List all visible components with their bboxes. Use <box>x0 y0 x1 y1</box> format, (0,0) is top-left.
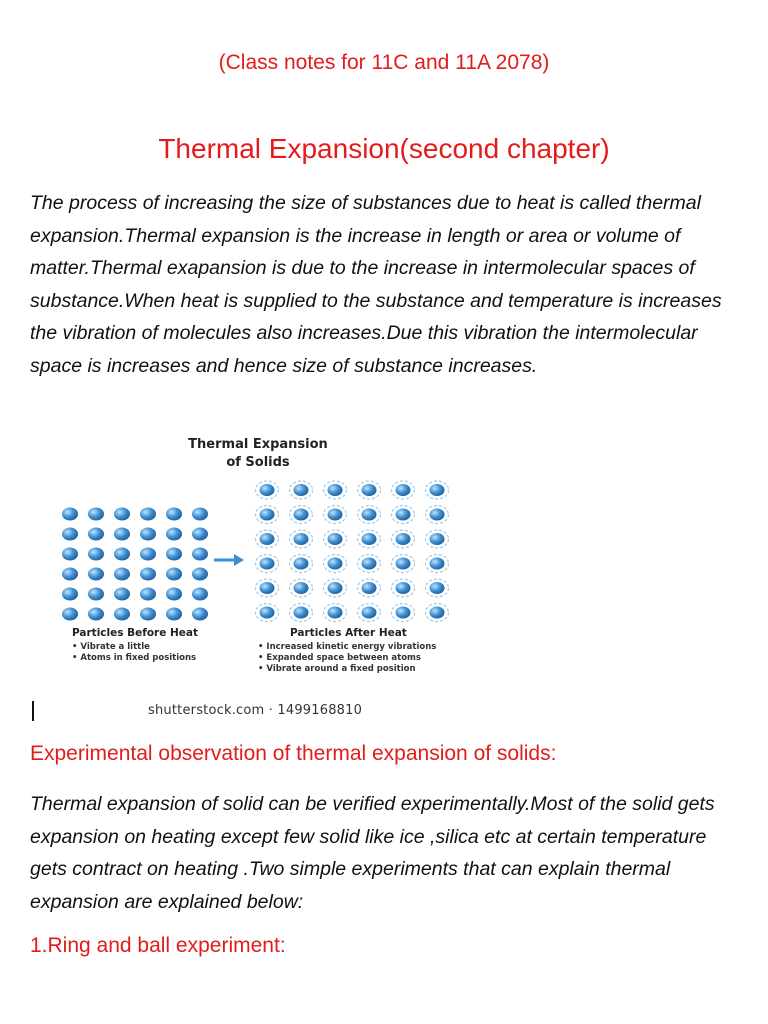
caption-after-heat: Particles After Heat <box>290 627 407 639</box>
particle <box>362 607 377 619</box>
particle <box>114 548 130 561</box>
particle <box>62 608 78 621</box>
bullet-item: • Increased kinetic energy vibrations <box>258 642 436 653</box>
particle <box>166 528 182 541</box>
particle <box>166 508 182 521</box>
figure-title <box>158 436 358 472</box>
particle <box>140 528 156 541</box>
particle <box>260 582 275 594</box>
particle <box>260 509 275 521</box>
bullet-item: • Expanded space between atoms <box>258 653 436 664</box>
particle <box>140 608 156 621</box>
text-cursor <box>32 701 34 721</box>
caption-before-heat: Particles Before Heat <box>72 627 199 639</box>
before-heat-bullets <box>72 642 196 664</box>
particle <box>260 607 275 619</box>
particle <box>140 508 156 521</box>
particle <box>430 484 445 496</box>
particle <box>88 508 104 521</box>
particle <box>328 607 343 619</box>
particle <box>192 528 208 541</box>
particle <box>362 582 377 594</box>
particle <box>328 533 343 545</box>
particle <box>114 528 130 541</box>
particle <box>328 558 343 570</box>
particle <box>430 558 445 570</box>
particle <box>88 608 104 621</box>
particle <box>260 533 275 545</box>
particles-diagram <box>40 428 520 728</box>
section-heading: Experimental observation of thermal expansion of solids: <box>30 742 557 765</box>
particle <box>140 588 156 601</box>
particle <box>166 548 182 561</box>
after-heat-particle-grid <box>256 481 449 622</box>
particle <box>396 484 411 496</box>
particle <box>396 607 411 619</box>
particle <box>362 533 377 545</box>
particle <box>114 568 130 581</box>
particle <box>192 608 208 621</box>
particle <box>396 582 411 594</box>
experiment-paragraph: Thermal expansion of solid can be verified experimentally.Most of the solid gets expansion on heating except few solid like ice ,silica etc at certain temperature gets contract on heating .Two simple experiments that can explain thermal expansion are explained below: <box>30 793 715 913</box>
before-heat-particle-grid <box>62 508 208 621</box>
particle <box>114 588 130 601</box>
particle <box>192 568 208 581</box>
particle <box>88 528 104 541</box>
particle <box>294 607 309 619</box>
particle <box>362 509 377 521</box>
particle <box>88 568 104 581</box>
particle <box>396 509 411 521</box>
particle <box>260 484 275 496</box>
particle <box>192 548 208 561</box>
particle <box>62 588 78 601</box>
particle <box>430 582 445 594</box>
particle <box>294 558 309 570</box>
class-note: (Class notes for 11C and 11A 2078) <box>218 51 550 74</box>
intro-paragraph: The process of increasing the size of substances due to heat is called thermal expansion.Thermal expansion is the increase in length or area or volume of matter.Thermal exapansion is due to the increase in intermolecular spaces of substance.When heat is supplied to the substance and temperature is increases the vibration of molecules also increases.Due this vibration the intermolecular space is increases and hence size of substance increases. <box>30 192 722 377</box>
particle <box>166 608 182 621</box>
particle <box>62 548 78 561</box>
after-heat-bullets <box>258 642 436 675</box>
particle <box>114 508 130 521</box>
heating-arrow-icon <box>214 554 244 566</box>
particle <box>192 588 208 601</box>
particle <box>140 568 156 581</box>
particle <box>62 508 78 521</box>
bullet-item: • Vibrate around a fixed position <box>258 664 436 675</box>
particle <box>328 582 343 594</box>
figure-title-line2: of Solids <box>226 455 290 470</box>
particle <box>294 509 309 521</box>
particle <box>328 484 343 496</box>
particle <box>362 558 377 570</box>
particle <box>396 533 411 545</box>
particle <box>88 588 104 601</box>
particle <box>430 607 445 619</box>
thermal-expansion-figure <box>40 428 520 728</box>
particle <box>430 533 445 545</box>
particle <box>114 608 130 621</box>
subheading-ring-ball: 1.Ring and ball experiment: <box>30 934 286 957</box>
chapter-title: Thermal Expansion(second chapter) <box>158 133 610 164</box>
particle <box>88 548 104 561</box>
particle <box>328 509 343 521</box>
particle <box>294 582 309 594</box>
particle <box>260 558 275 570</box>
particle <box>362 484 377 496</box>
particle <box>430 509 445 521</box>
particle <box>166 588 182 601</box>
particle <box>294 533 309 545</box>
bullet-item: • Atoms in fixed positions <box>72 653 196 664</box>
particle <box>396 558 411 570</box>
particle <box>140 548 156 561</box>
bullet-item: • Vibrate a little <box>72 642 196 653</box>
particle <box>166 568 182 581</box>
particle <box>62 568 78 581</box>
image-watermark: shutterstock.com · 1499168810 <box>148 703 363 718</box>
figure-title-line1: Thermal Expansion <box>188 437 328 452</box>
particle <box>192 508 208 521</box>
particle <box>294 484 309 496</box>
particle <box>62 528 78 541</box>
